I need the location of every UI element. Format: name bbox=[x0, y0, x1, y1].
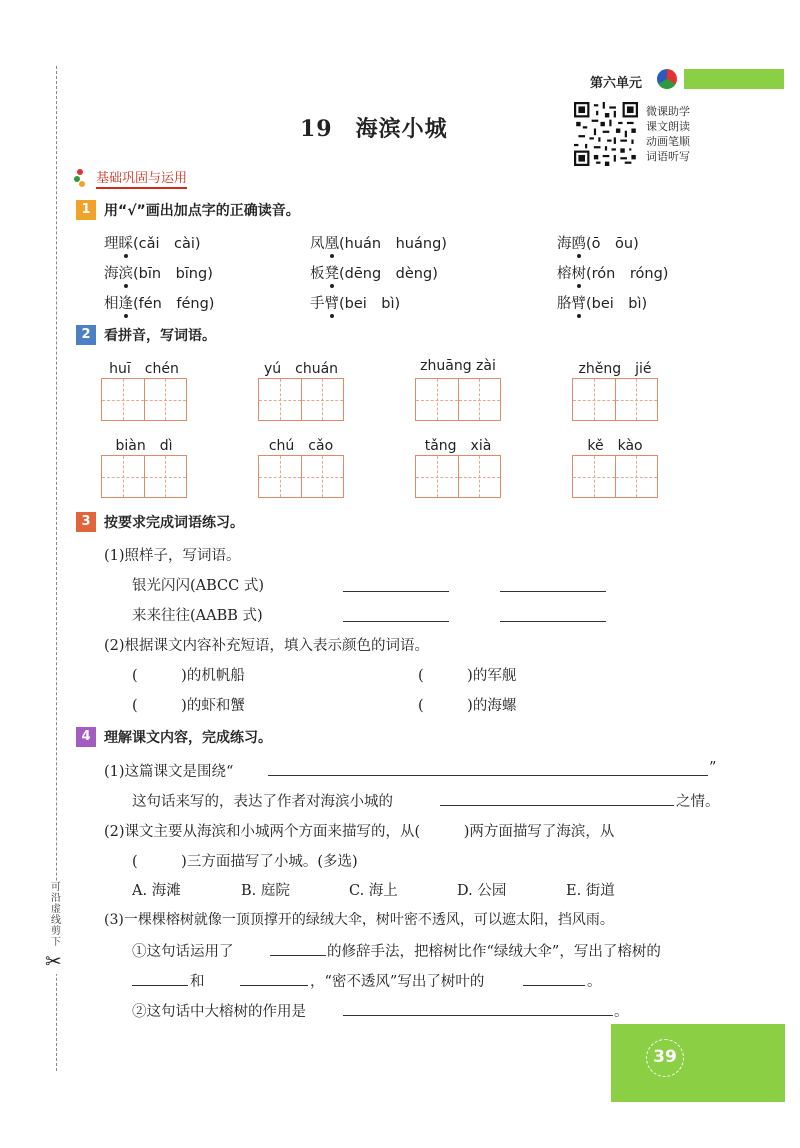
qr-code-icon[interactable] bbox=[574, 102, 638, 166]
q4-option[interactable]: E. 街道 bbox=[566, 883, 615, 899]
answer-blank[interactable] bbox=[523, 968, 585, 986]
q1-item: 手臂(bei bì) bbox=[310, 292, 400, 313]
cut-hint: 可 沿 虚 线 剪 下 bbox=[48, 882, 64, 948]
q2-pinyin: biàn dì bbox=[115, 438, 173, 454]
answer-blank[interactable] bbox=[343, 604, 449, 622]
answer-blank[interactable] bbox=[268, 758, 708, 776]
q4-3-2-b: ，“密不透风”写出了树叶的 bbox=[310, 974, 485, 990]
lesson-title: 19 海滨小城 bbox=[300, 116, 448, 142]
answer-blank[interactable] bbox=[270, 938, 326, 956]
answer-blank[interactable] bbox=[132, 968, 188, 986]
q4-1-line-b-end: 之情。 bbox=[676, 794, 720, 810]
q1-item: 凤凰(huán huáng) bbox=[310, 232, 447, 253]
writing-grid[interactable] bbox=[258, 378, 344, 421]
q3-blank-phrase[interactable]: ( )的军舰 bbox=[418, 668, 517, 684]
q1-item: 理睬(cǎi cài) bbox=[104, 232, 201, 253]
answer-blank[interactable] bbox=[440, 788, 674, 806]
q4-3-2-a: 和 bbox=[190, 974, 205, 990]
q3-part-2: (2)根据课文内容补充短语，填入表示颜色的词语。 bbox=[104, 638, 430, 654]
q2-pinyin: zhuāng zài bbox=[420, 358, 496, 374]
q2-pinyin: tǎng xià bbox=[424, 438, 492, 454]
question-4-title: 理解课文内容，完成练习。 bbox=[104, 730, 272, 746]
answer-blank[interactable] bbox=[343, 998, 613, 1016]
answer-blank[interactable] bbox=[240, 968, 308, 986]
q2-pinyin: yú chuán bbox=[263, 361, 339, 377]
answer-blank[interactable] bbox=[500, 604, 606, 622]
q4-option[interactable]: D. 公园 bbox=[457, 883, 507, 899]
q4-3-3: ②这句话中大榕树的作用是 bbox=[132, 1004, 306, 1020]
q3-blank-phrase[interactable]: ( )的虾和蟹 bbox=[132, 698, 245, 714]
q3-example-2: 来来往往(AABB 式) bbox=[132, 608, 263, 624]
unit-ball-icon bbox=[657, 69, 677, 89]
q3-part-1: (1)照样子，写词语。 bbox=[104, 548, 241, 564]
answer-blank[interactable] bbox=[343, 574, 449, 592]
q1-item: 板凳(dēng dèng) bbox=[310, 262, 438, 283]
question-3-number: 3 bbox=[76, 512, 96, 532]
q4-3-2-c: 。 bbox=[587, 974, 602, 990]
q3-example-1: 银光闪闪(ABCC 式) bbox=[132, 578, 265, 594]
q3-blank-phrase[interactable]: ( )的机帆船 bbox=[132, 668, 245, 684]
qr-caption: 微课助学 课文朗读 动画笔顺 词语听写 bbox=[646, 105, 690, 163]
unit-bar bbox=[684, 69, 784, 89]
writing-grid[interactable] bbox=[572, 455, 658, 498]
q2-pinyin: chú cǎo bbox=[268, 438, 334, 454]
q4-1-line-b: 这句话来写的，表达了作者对海滨小城的 bbox=[132, 794, 393, 810]
writing-grid[interactable] bbox=[415, 455, 501, 498]
q4-2-line-a[interactable]: (2)课文主要从海滨和小城两个方面来描写的，从( )两方面描写了海滨，从 bbox=[104, 824, 615, 840]
writing-grid[interactable] bbox=[572, 378, 658, 421]
page-badge bbox=[611, 1024, 785, 1102]
q2-pinyin: huī chén bbox=[109, 361, 179, 377]
q4-1-quote-end: ” bbox=[709, 760, 717, 776]
question-2-number: 2 bbox=[76, 325, 96, 345]
q4-3-3-end: 。 bbox=[614, 1004, 629, 1020]
q4-option[interactable]: A. 海滩 bbox=[132, 883, 181, 899]
writing-grid[interactable] bbox=[258, 455, 344, 498]
question-2-title: 看拼音，写词语。 bbox=[104, 328, 216, 344]
unit-label: 第六单元 bbox=[590, 76, 643, 91]
section-title: 基础巩固与运用 bbox=[96, 167, 187, 189]
writing-grid[interactable] bbox=[415, 378, 501, 421]
page-number: 39 bbox=[646, 1039, 684, 1077]
q4-option[interactable]: B. 庭院 bbox=[241, 883, 290, 899]
question-4-number: 4 bbox=[76, 727, 96, 747]
question-1-number: 1 bbox=[76, 200, 96, 220]
q1-item: 海滨(bīn bīng) bbox=[104, 262, 213, 283]
q3-blank-phrase[interactable]: ( )的海螺 bbox=[418, 698, 517, 714]
q4-3-1-b: 的修辞手法，把榕树比作“绿绒大伞”，写出了榕树的 bbox=[327, 944, 661, 960]
q4-2-line-b[interactable]: ( )三方面描写了小城。(多选) bbox=[132, 854, 358, 870]
q1-item: 海鸥(ō ōu) bbox=[557, 232, 639, 253]
q2-pinyin: zhěng jié bbox=[578, 361, 652, 377]
q1-item: 相逢(fén féng) bbox=[104, 292, 214, 313]
answer-blank[interactable] bbox=[500, 574, 606, 592]
q4-3-1-a: ①这句话运用了 bbox=[132, 944, 234, 960]
q1-item: 榕树(rón róng) bbox=[557, 262, 668, 283]
q4-1-line-a: (1)这篇课文是围绕“ bbox=[104, 764, 234, 780]
q4-3-sentence: (3)一棵棵榕树就像一顶顶撑开的绿绒大伞，树叶密不透风，可以遮太阳，挡风雨。 bbox=[104, 912, 614, 928]
scissors-icon: ✂ bbox=[45, 949, 62, 973]
section-dots-icon bbox=[74, 168, 92, 188]
q2-pinyin: kě kào bbox=[587, 438, 643, 454]
q4-option[interactable]: C. 海上 bbox=[349, 883, 398, 899]
writing-grid[interactable] bbox=[101, 378, 187, 421]
question-1-title: 用“√”画出加点字的正确读音。 bbox=[104, 203, 300, 219]
question-3-title: 按要求完成词语练习。 bbox=[104, 515, 244, 531]
writing-grid[interactable] bbox=[101, 455, 187, 498]
q1-item: 胳臂(bei bì) bbox=[557, 292, 647, 313]
